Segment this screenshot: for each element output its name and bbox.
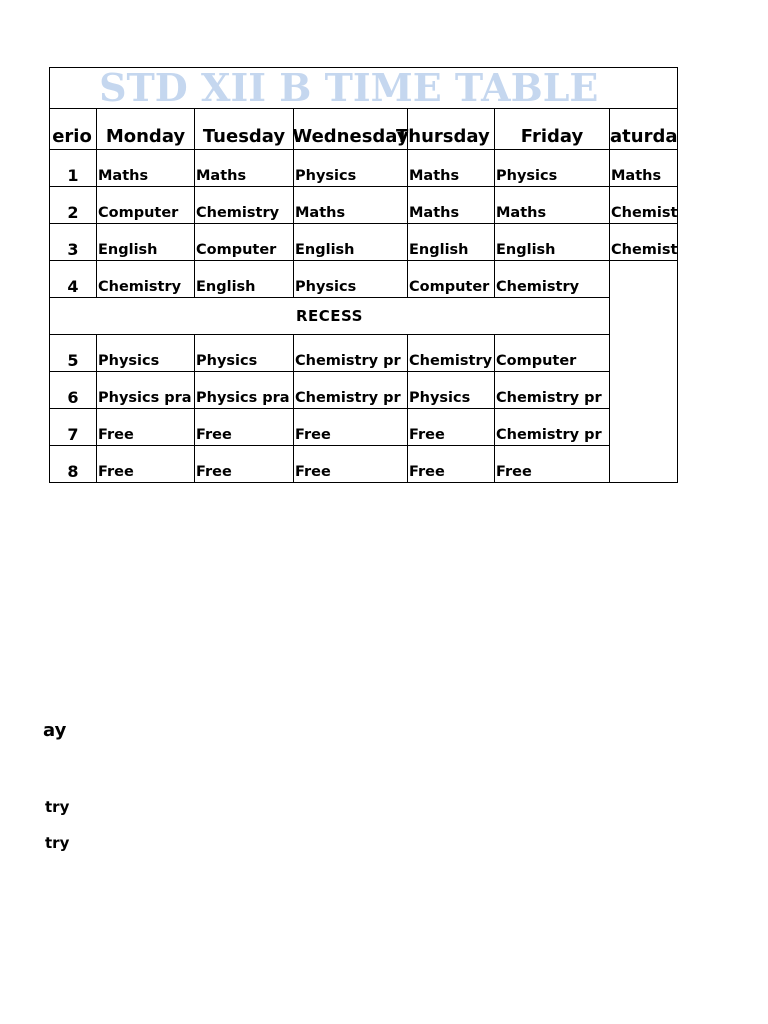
period-number: 3 bbox=[50, 224, 97, 261]
table-row bbox=[50, 150, 678, 187]
table-cell: Free bbox=[408, 409, 495, 446]
table-cell: Maths bbox=[408, 187, 495, 224]
timetable-title: STD XII B TIME TABLE bbox=[50, 68, 678, 109]
table-cell: English bbox=[97, 224, 195, 261]
table-cell: Free bbox=[97, 409, 195, 446]
table-cell: Chemistry pr bbox=[294, 372, 408, 409]
stray-text-fragment: try bbox=[45, 834, 70, 852]
table-row bbox=[50, 335, 678, 372]
table-cell: Physics bbox=[495, 150, 610, 187]
empty-saturday-block bbox=[610, 261, 678, 483]
stray-text-fragment: try bbox=[45, 798, 70, 816]
table-cell: English bbox=[495, 224, 610, 261]
table-cell: Free bbox=[195, 409, 294, 446]
table-cell: Free bbox=[294, 446, 408, 483]
table-cell: Free bbox=[495, 446, 610, 483]
table-cell: Maths bbox=[408, 150, 495, 187]
table-cell: Chemistry pr bbox=[294, 335, 408, 372]
table-cell: Chemistry bbox=[97, 261, 195, 298]
table-cell: Chemistry pr bbox=[495, 409, 610, 446]
table-cell: English bbox=[408, 224, 495, 261]
table-row bbox=[50, 446, 678, 483]
table-cell: Computer bbox=[97, 187, 195, 224]
period-number: 4 bbox=[50, 261, 97, 298]
table-cell: Maths bbox=[495, 187, 610, 224]
period-number: 6 bbox=[50, 372, 97, 409]
table-row bbox=[50, 187, 678, 224]
table-cell: Physics bbox=[195, 335, 294, 372]
header-row bbox=[50, 109, 678, 150]
table-cell: Maths bbox=[97, 150, 195, 187]
table-cell: Physics bbox=[408, 372, 495, 409]
table-row bbox=[50, 409, 678, 446]
table-cell: Free bbox=[97, 446, 195, 483]
table-cell: Maths bbox=[195, 150, 294, 187]
recess-label: RECESS bbox=[50, 298, 610, 335]
header-thursday: Thursday bbox=[408, 109, 495, 150]
header-wednesday: Wednesday bbox=[294, 109, 408, 150]
table-cell: Physics bbox=[97, 335, 195, 372]
period-number: 8 bbox=[50, 446, 97, 483]
header-friday: Friday bbox=[495, 109, 610, 150]
table-cell: Physics pra bbox=[195, 372, 294, 409]
header-period: erio bbox=[50, 109, 97, 150]
table-row bbox=[50, 224, 678, 261]
table-cell: Free bbox=[294, 409, 408, 446]
stray-text-fragment: ay bbox=[43, 720, 67, 741]
recess-row bbox=[50, 298, 678, 335]
header-monday: Monday bbox=[97, 109, 195, 150]
table-cell: Physics bbox=[294, 150, 408, 187]
table-cell: Maths bbox=[294, 187, 408, 224]
table-cell: Chemistry bbox=[195, 187, 294, 224]
table-cell: Physics bbox=[294, 261, 408, 298]
table-cell: English bbox=[195, 261, 294, 298]
timetable bbox=[49, 67, 678, 483]
table-row bbox=[50, 261, 678, 298]
table-cell: Computer bbox=[495, 335, 610, 372]
table-cell: Chemistry bbox=[495, 261, 610, 298]
table-cell: Chemist bbox=[610, 224, 678, 261]
table-cell: Physics pra bbox=[97, 372, 195, 409]
header-saturday: aturda bbox=[610, 109, 678, 150]
table-cell: Chemistry bbox=[408, 335, 495, 372]
table-cell: Maths bbox=[610, 150, 678, 187]
header-tuesday: Tuesday bbox=[195, 109, 294, 150]
table-cell: Free bbox=[195, 446, 294, 483]
table-cell: English bbox=[294, 224, 408, 261]
table-cell: Chemistry pr bbox=[495, 372, 610, 409]
title-row bbox=[50, 68, 678, 109]
period-number: 2 bbox=[50, 187, 97, 224]
period-number: 7 bbox=[50, 409, 97, 446]
table-cell: Computer bbox=[408, 261, 495, 298]
table-cell: Computer bbox=[195, 224, 294, 261]
period-number: 1 bbox=[50, 150, 97, 187]
period-number: 5 bbox=[50, 335, 97, 372]
table-cell: Chemist bbox=[610, 187, 678, 224]
table-row bbox=[50, 372, 678, 409]
table-cell: Free bbox=[408, 446, 495, 483]
